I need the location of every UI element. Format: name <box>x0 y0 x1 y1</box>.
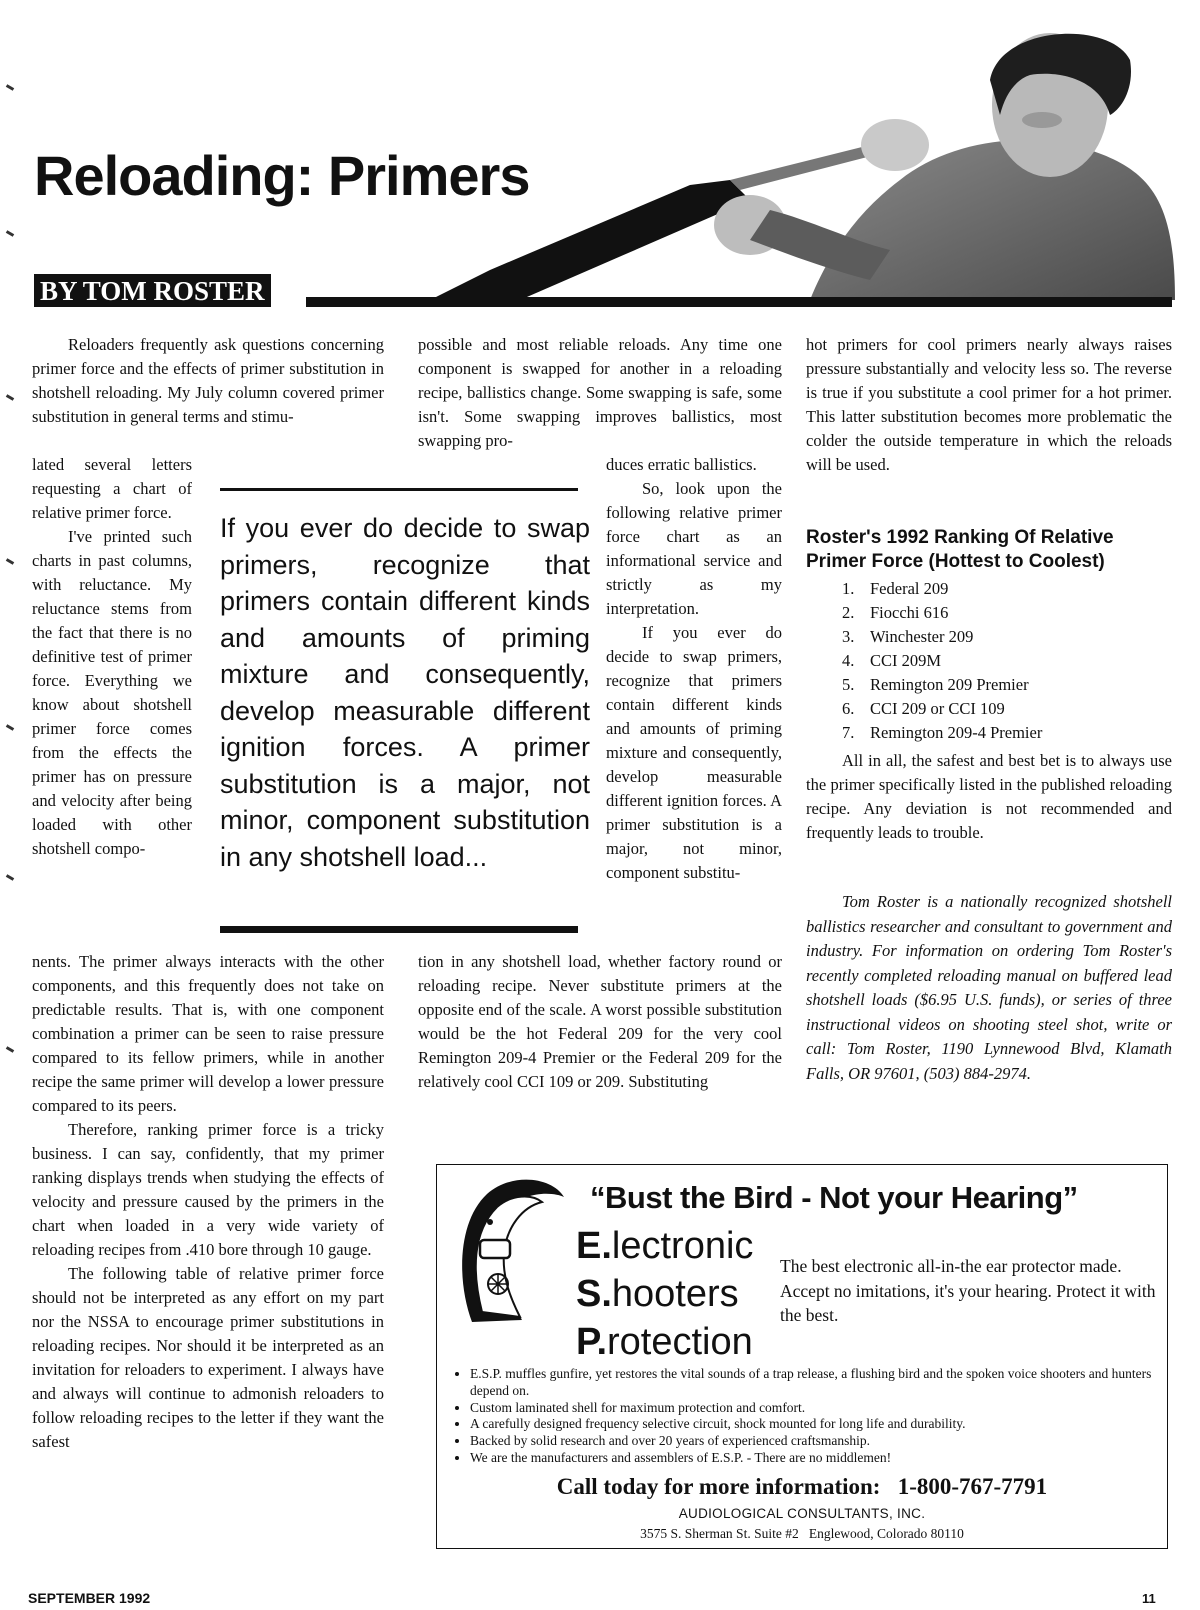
scan-mark <box>6 724 14 731</box>
scan-mark <box>6 1046 14 1053</box>
ad-call-to-action: Call today for more information: 1-800-767-7791 <box>556 1474 1048 1499</box>
ad-bullet: • A carefully designed frequency selective circuit, shock mounted for long life and durability. <box>470 1416 1170 1433</box>
col1-paragraph-3: Therefore, ranking primer force is a tricky business. I can say, confidently, that my primer ranking displays trends when studying the effects of velocity and pressure caused by the primers in the chart when loaded in a very wide variety of reloading recipes from .410 bore through 10 gauge. <box>32 1120 384 1259</box>
footer-date: SEPTEMBER 1992 <box>28 1590 151 1606</box>
ad-headline: “Bust the Bird - Not your Hearing” <box>590 1180 1078 1215</box>
col2-paragraph-3: If you ever do decide to swap primers, recognize that primers contain different kinds and amounts of priming mixture and consequently, develop measurable different ignition forces. A primer substitution is a major, not minor, component substitu- <box>606 623 782 882</box>
ad-bullet: • Backed by solid research and over 20 years of experienced craftsmanship. <box>470 1433 1170 1450</box>
ad-address: 3575 S. Sherman St. Suite #2 Englewood, Colorado 80110 <box>640 1526 964 1541</box>
col3-closing: All in all, the safest and best bet is to always use the primer specifically listed in the published reloading recipe. Any deviation is not recommended and frequently leads to trouble. <box>806 751 1172 842</box>
col1-paragraph-2-cont: nents. The primer always interacts with the other components, and this frequently does not take on predictable results. That is, with one component combination a primer can be seen to raise pressure compared to its fellow primers, while in another recipe the same primer will develop a lower pressure compared to its peers. <box>32 952 384 1115</box>
bio-text: Tom Roster is a nationally recognized shotshell ballistics researcher and consultant to government and industry. For information on ordering Tom Roster's recently completed reloading manual on buffered lead shotshell loads ($6.95 U.S. funds), or series of three instructional videos on shooting steel shot, write or call: Tom Roster, 1190 Lynnewood Blvd, Klamath Falls, OR 97601, (503) 884-2974. <box>806 892 1172 1083</box>
col1-paragraph-1-cont: lated several letters requesting a chart of relative primer force. <box>32 455 192 522</box>
ranking-item: 1. Federal 209 <box>842 579 949 598</box>
column-1-top <box>32 333 384 429</box>
byline: BY TOM ROSTER <box>34 274 271 307</box>
esp-line: P.rotection <box>576 1321 753 1363</box>
author-bio <box>806 890 1172 1086</box>
scan-mark <box>6 84 14 91</box>
ranking-item: 2. Fiocchi 616 <box>842 603 949 622</box>
ad-esp-logo <box>576 1222 753 1366</box>
ranking-item: 5. Remington 209 Premier <box>842 675 1029 694</box>
ad-bullet: • E.S.P. muffles gunfire, yet restores the vital sounds of a trap release, a flushing bird and the spoken voice shooters and hunters depend on. <box>470 1366 1170 1400</box>
esp-line: S.hooters <box>576 1273 739 1315</box>
column-2-top <box>418 333 782 453</box>
scan-mark <box>6 874 14 881</box>
ad-blurb: The best electronic all-in-the ear protector made. Accept no imitations, it's your hearing. Protect it with the best. <box>780 1256 1156 1325</box>
ranking-item: 4. CCI 209M <box>842 651 942 670</box>
header-rule <box>306 297 1172 307</box>
col3-paragraph-top: hot primers for cool primers nearly always raises pressure substantially and velocity less so. The reverse is true if you substitute a cool primer for a hot primer. This latter substitution becomes more problematic the colder the outside temperature in which the reloads will be used. <box>806 335 1172 474</box>
ad-bullet: • Custom laminated shell for maximum protection and comfort. <box>470 1400 1170 1417</box>
ear-protector-icon <box>452 1172 570 1337</box>
author-photo <box>430 20 1175 300</box>
ad-bullet-list <box>452 1366 1170 1467</box>
col2-paragraph-top: possible and most reliable reloads. Any time one component is swapped for another in a reloading recipe, ballistics change. Some swapping is safe, some isn't. Some swapping improves ballistics, most swapping pro- <box>418 335 782 450</box>
scan-mark <box>6 558 14 565</box>
ad-bullet: • We are the manufacturers and assemblers of E.S.P. - There are no middlemen! <box>470 1450 1170 1467</box>
column-2-narrow <box>606 453 782 885</box>
col1-paragraph-2: I've printed such charts in past columns, with reluctance. My reluctance stems from the fact that there is no definitive test of primer force. Everything we know about shotshell primer force comes from the effects the primer has on pressure and velocity after being loaded with other shotshell compo- <box>32 527 192 858</box>
column-2-bottom <box>418 950 782 1094</box>
scan-mark <box>6 394 14 401</box>
pull-quote-rule-bottom <box>220 926 578 933</box>
ranking-item: 7. Remington 209-4 Premier <box>842 723 1043 742</box>
col2-paragraph-2: So, look upon the following relative primer force chart as an informational service and strictly as my interpretation. <box>606 479 782 618</box>
ranking-item: 6. CCI 209 or CCI 109 <box>842 699 1005 718</box>
pull-quote-rule-top <box>220 488 578 491</box>
column-3-top <box>806 333 1172 477</box>
col1-paragraph-4: The following table of relative primer force should not be interpreted as any effort on my part nor the NSSA to encourage primer substitutions in reloading recipes. Nor should it be interpreted as an invitation for reloaders to experiment. I always have and always will continue to admonish reloaders to follow reloading recipes to the letter if they want the safest <box>32 1264 384 1451</box>
scan-mark <box>6 230 14 237</box>
col2-paragraph-bottom: tion in any shotshell load, whether factory round or reloading recipe. Never substitute primers at the opposite end of the scale. A worst possible substitution would be the hot Federal 209 for the very cool Remington 209-4 Premier or the Federal 209 for the relatively cool CCI 109 or 209. Substituting <box>418 952 782 1091</box>
esp-line: E.lectronic <box>576 1225 754 1267</box>
pull-quote: If you ever do decide to swap primers, recognize that primers contain different kinds and amounts of priming mixture and consequently, develop measurable different ignition forces. A primer substitution is a major, not minor, component substitution in any shotshell load... <box>220 513 590 872</box>
article-title: Reloading: Primers <box>34 144 530 207</box>
col1-paragraph-1: Reloaders frequently ask questions concerning primer force and the effects of primer substitution in shotshell reloading. My July column covered primer substitution in general terms and stimu- <box>32 335 384 426</box>
column-3-closing <box>806 749 1172 845</box>
page-number: 11 <box>1142 1591 1156 1606</box>
column-1-narrow <box>32 453 192 861</box>
ad-company: AUDIOLOGICAL CONSULTANTS, INC. <box>678 1506 926 1521</box>
ranking-item: 3. Winchester 209 <box>842 627 974 646</box>
ranking-title: Roster's 1992 Ranking Of Relative Primer Force (Hottest to Coolest) <box>806 527 1114 572</box>
column-1-bottom <box>32 950 384 1454</box>
col2-narrow-1: duces erratic ballistics. <box>606 455 757 474</box>
ranking-list <box>842 577 1172 745</box>
